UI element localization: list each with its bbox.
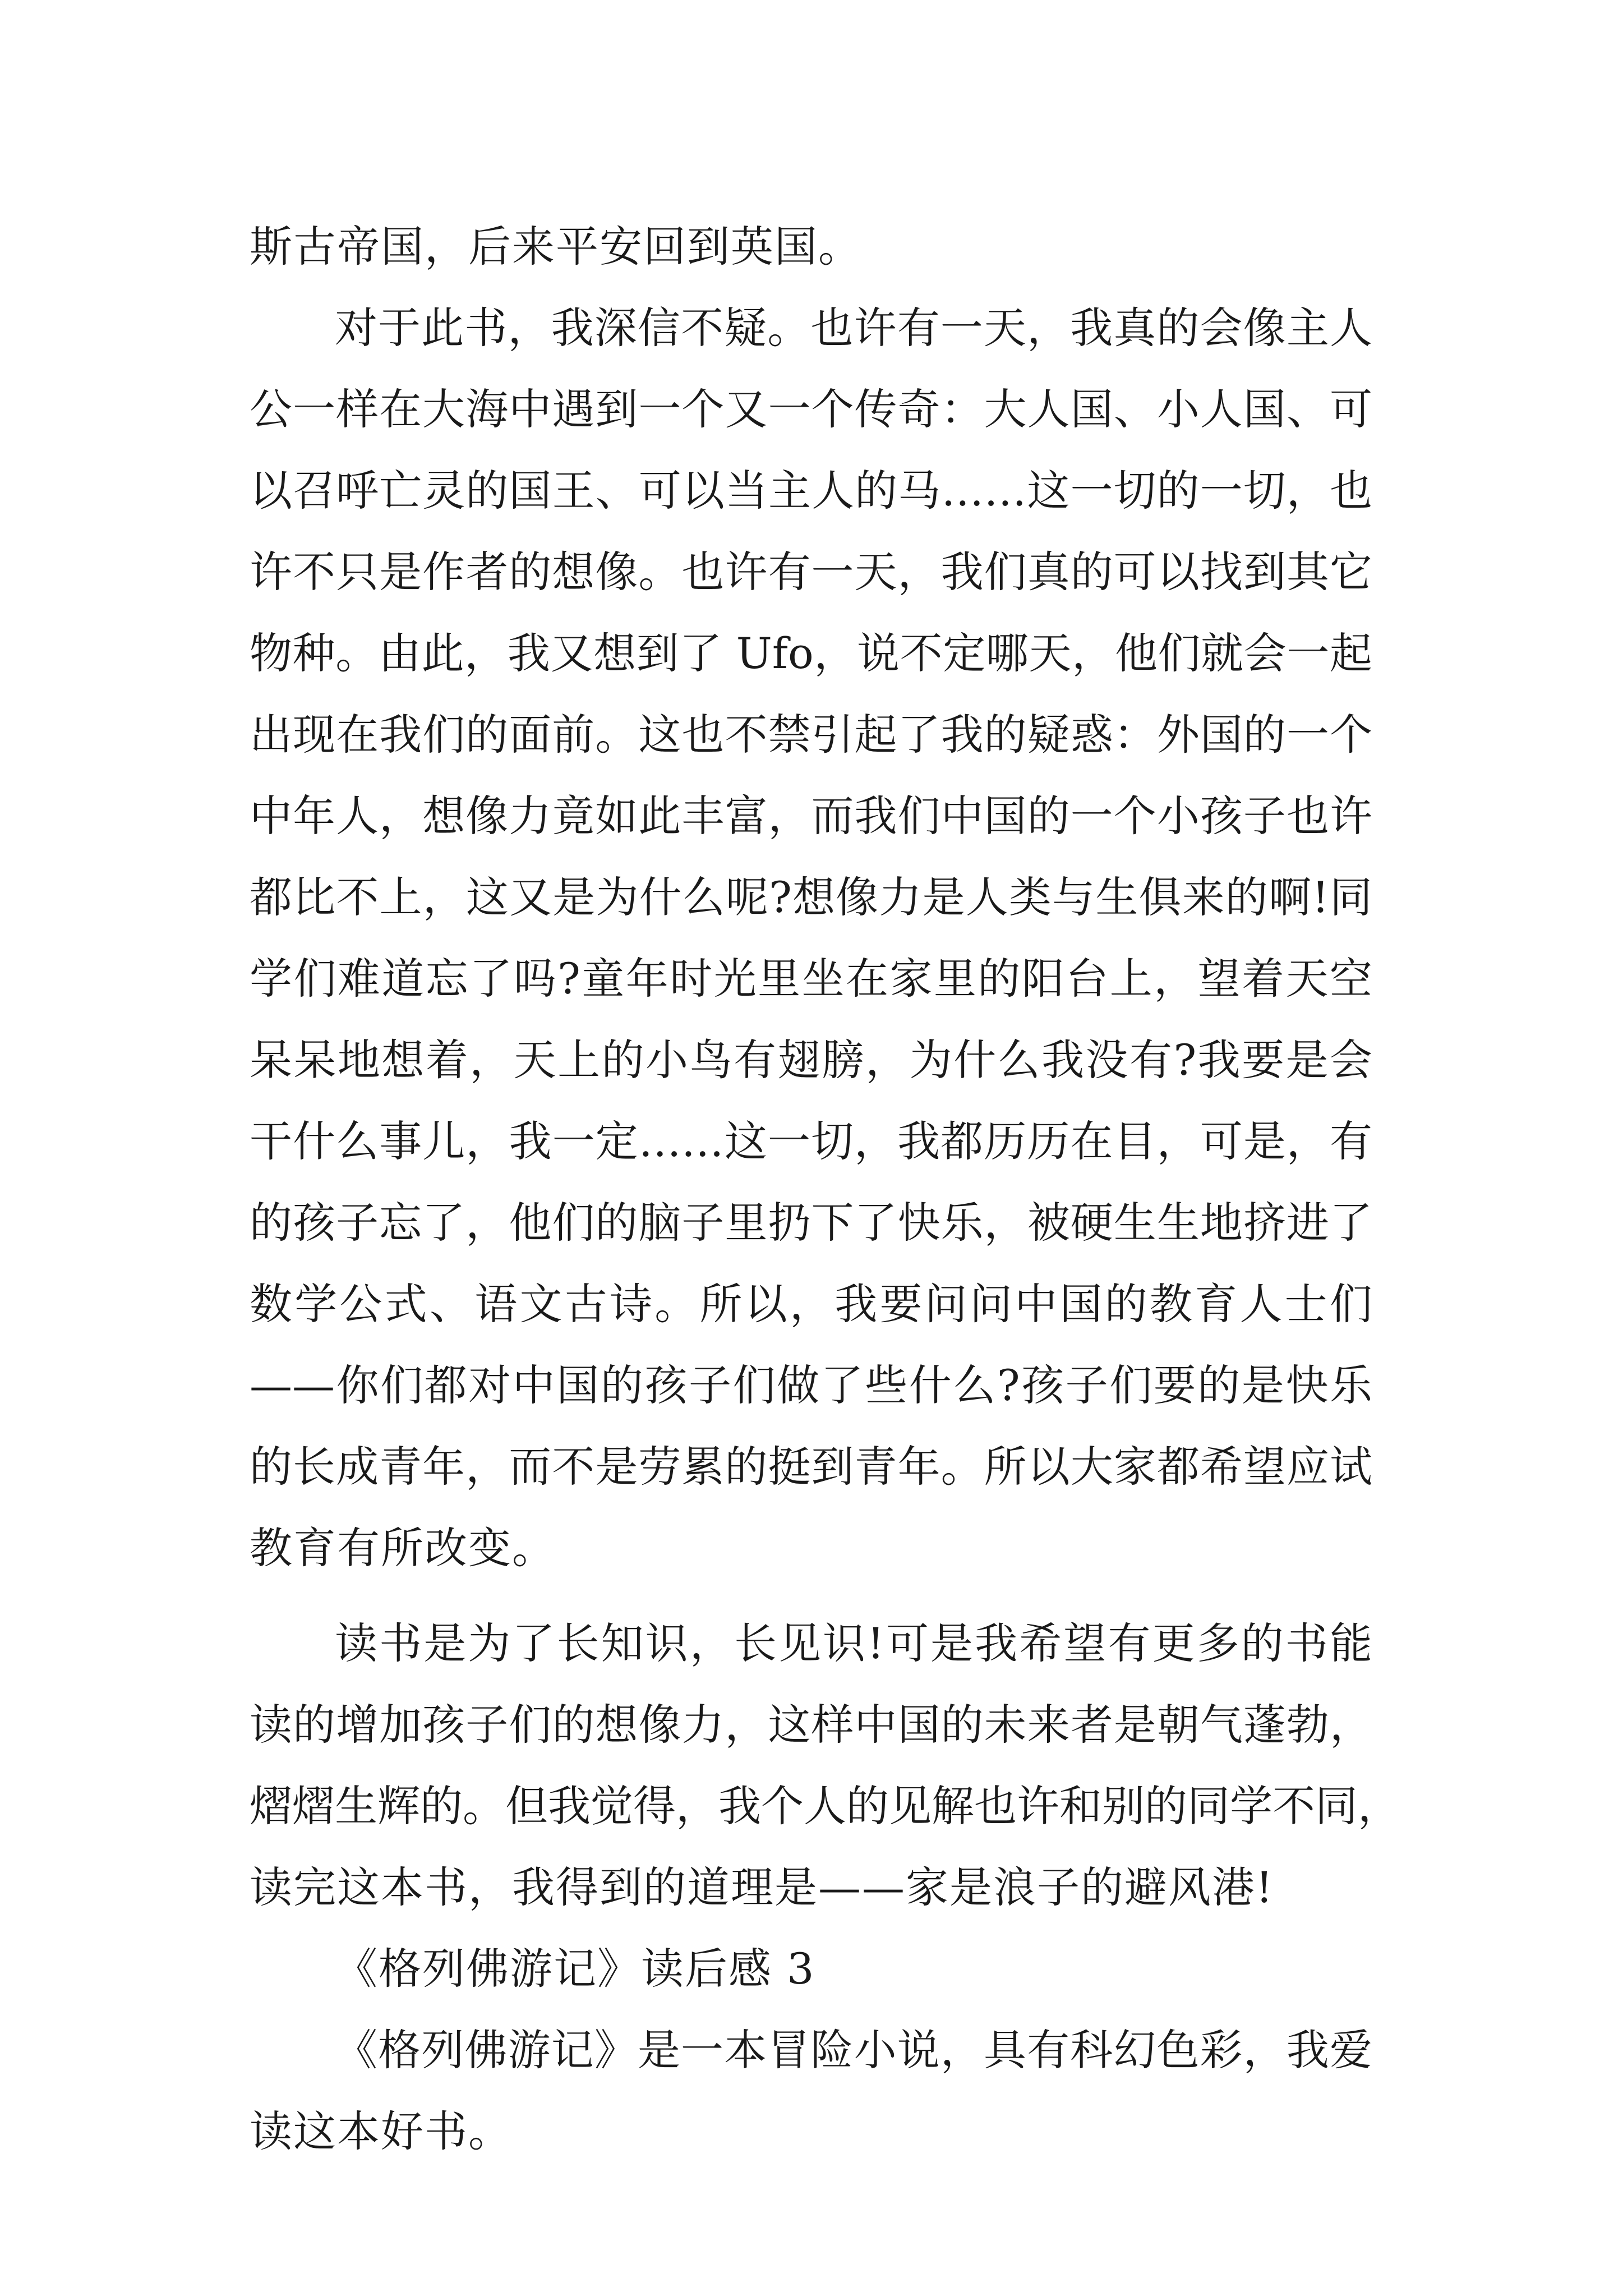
text-line: 公一样在大海中遇到一个又一个传奇：大人国、小人国、可 — [250, 384, 1372, 434]
text-line: 读的增加孩子们的想像力，这样中国的未来者是朝气蓬勃， — [250, 1700, 1372, 1750]
text-line: 都比不上，这又是为什么呢?想像力是人类与生俱来的啊!同 — [250, 872, 1372, 922]
text-line: 许不只是作者的想像。也许有一天，我们真的可以找到其它 — [250, 547, 1372, 597]
text-line: 以召呼亡灵的国王、可以当主人的马……这一切的一切，也 — [250, 466, 1372, 516]
text-line: 物种。由此，我又想到了 Ufo，说不定哪天，他们就会一起 — [250, 628, 1372, 678]
text-line: 学们难道忘了吗?童年时光里坐在家里的阳台上，望着天空 — [250, 954, 1372, 1004]
text-line: 出现在我们的面前。这也不禁引起了我的疑惑：外国的一个 — [250, 710, 1372, 760]
text-line: 数学公式、语文古诗。所以，我要问问中国的教育人士们 — [250, 1279, 1372, 1329]
text-line: 《格列佛游记》是一本冒险小说，具有科幻色彩，我爱 — [335, 2025, 1372, 2075]
text-line: 的孩子忘了，他们的脑子里扔下了快乐，被硬生生地挤进了 — [250, 1198, 1372, 1248]
text-line: 呆呆地想着，天上的小鸟有翅膀，为什么我没有?我要是会 — [250, 1035, 1372, 1085]
section-heading: 《格列佛游记》读后感 3 — [335, 1944, 815, 1994]
text-line: 的长成青年，而不是劳累的挺到青年。所以大家都希望应试 — [250, 1442, 1372, 1492]
text-line: 熠熠生辉的。但我觉得，我个人的见解也许和别的同学不同， — [250, 1781, 1400, 1831]
text-line: 读这本好书。 — [250, 2106, 512, 2156]
text-line: 读书是为了长知识，长见识!可是我希望有更多的书能 — [335, 1618, 1372, 1668]
text-line: 教育有所改变。 — [250, 1523, 556, 1573]
text-line: 干什么事儿，我一定……这一切，我都历历在目，可是，有 — [250, 1116, 1372, 1166]
text-line: 中年人，想像力竟如此丰富，而我们中国的一个小孩子也许 — [250, 791, 1372, 841]
text-line: 对于此书，我深信不疑。也许有一天，我真的会像主人 — [335, 303, 1372, 353]
text-line: 读完这本书，我得到的道理是——家是浪子的避风港! — [250, 1862, 1274, 1912]
text-line: ——你们都对中国的孩子们做了些什么?孩子们要的是快乐 — [250, 1360, 1372, 1410]
text-line: 斯古帝国，后来平安回到英国。 — [250, 222, 862, 272]
